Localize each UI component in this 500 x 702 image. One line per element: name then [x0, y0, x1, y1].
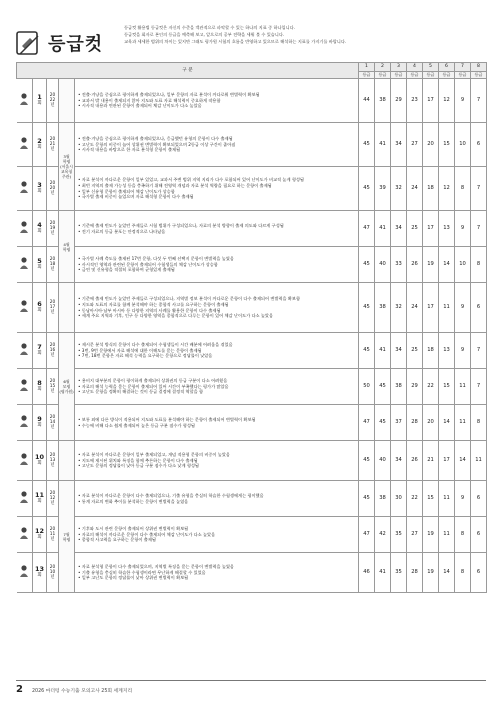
grade-col-head: 4	[407, 63, 423, 72]
page-header	[14, 24, 486, 64]
grade-cut-score: 9	[455, 481, 471, 517]
table-head-label: 구 분	[17, 63, 359, 79]
grade-cut-score: 33	[391, 247, 407, 283]
grade-cut-score: 24	[407, 167, 423, 211]
grade-cut-score: 17	[439, 441, 455, 481]
grade-cut-score: 23	[407, 79, 423, 123]
grade-cut-score: 19	[423, 247, 439, 283]
grade-cut-score: 26	[407, 441, 423, 481]
table-row	[17, 553, 487, 593]
round-number: 9 회	[33, 405, 47, 441]
round-number: 8 회	[33, 369, 47, 405]
round-icon	[17, 167, 33, 211]
grade-cut-score: 12	[439, 167, 455, 211]
grade-cut-score: 42	[375, 517, 391, 553]
analysis-line: • 보통 외에 다른 방식이 적용되어 지도와 도표를 분석해야 하는 문항이 출제되어 변별력이 확보됨	[78, 416, 256, 422]
grade-cut-score: 6	[471, 283, 487, 333]
grade-col-head: 2	[375, 63, 391, 72]
analysis-line: • 전기 자료의 등급 분포는 안정적으로 나타났음	[78, 228, 166, 234]
grade-cut-score: 26	[407, 247, 423, 283]
analysis-line: • 자료 분석형 문항이 다수 출제되었으며, 지역별 특징을 묻는 문항이 변별력을 높였음	[78, 563, 234, 569]
table-row	[17, 441, 487, 481]
grade-cut-score: 47	[359, 517, 375, 553]
grade-cut-score: 45	[359, 441, 375, 481]
grade-cut-score: 11	[471, 441, 487, 481]
grade-cut-score: 15	[439, 369, 455, 405]
grade-cut-score: 25	[407, 333, 423, 369]
grade-cut-score: 45	[359, 247, 375, 283]
grade-cut-score: 14	[455, 441, 471, 481]
round-number: 13 회	[33, 553, 47, 593]
grade-cut-score: 6	[471, 517, 487, 553]
grade-cut-score: 40	[375, 247, 391, 283]
analysis-line: • 교과서 밖 내용이 출제되지 않아 지도와 도표 자료 해석력이 중요하게 작용함	[78, 97, 221, 103]
analysis-line: • 지도와 도표의 자료를 함께 분석해야 하는 종합적 사고를 요구하는 문항이 출제됨	[78, 301, 229, 307]
exam-analysis	[75, 211, 359, 247]
grade-cut-score: 7	[471, 369, 487, 405]
grade-cut-score: 9	[455, 283, 471, 333]
grade-cut-score: 38	[375, 79, 391, 123]
grade-cut-score: 38	[375, 481, 391, 517]
grade-cut-score: 34	[391, 441, 407, 481]
grade-sub: 등급	[359, 72, 375, 79]
analysis-line: • 용비지 대부분의 문항이 평이하게 출제되어 상위권의 등급 구분이 다소 어려웠음	[78, 377, 228, 383]
analysis-line: • 기준에 출제 빈도가 높았던 주제들로 시험 범위가 구성되었으나, 자료의 분석 방향이 출제 의도와 다르게 구성됨	[78, 222, 284, 228]
grade-cut-score: 7	[471, 79, 487, 123]
round-icon	[17, 441, 33, 481]
analysis-line: • 자료 분석이 까다로운 문항이 일부 출제되었고, 개념 적용형 문항의 비중이 높았음	[78, 451, 230, 457]
analysis-line: • 동남아시아·남부 아시아 등 다양한 지역의 사례를 활용한 문항이 다수 출제됨	[78, 307, 221, 313]
grade-cut-score: 50	[359, 369, 375, 405]
grade-cut-table-wrap	[16, 62, 486, 593]
grade-cut-score: 17	[423, 79, 439, 123]
grade-cut-score: 32	[391, 283, 407, 333]
grade-col-head: 3	[391, 63, 407, 72]
brand-title: 등급컷	[48, 34, 104, 55]
round-number: 6 회	[33, 283, 47, 333]
exam-year: 20 20 년	[47, 167, 59, 211]
analysis-line: • 3번, 9번 문항에서 자료 해석에 대한 이해도를 묻는 문항이 출제됨	[78, 347, 202, 353]
grade-sub: 등급	[471, 72, 487, 79]
table-row	[17, 517, 487, 553]
analysis-line: • 종합적 사고력을 요구하는 문항이 출제됨	[78, 537, 156, 543]
grade-cut-score: 22	[407, 481, 423, 517]
grade-cut-score: 18	[423, 167, 439, 211]
grade-col-head: 5	[423, 63, 439, 72]
grade-cut-score: 29	[407, 369, 423, 405]
exam-analysis	[75, 167, 359, 211]
grade-cut-score: 46	[359, 553, 375, 593]
analysis-line: • 국가별 출제 비중이 늘었으며 자료 해석형 문항이 다수 출제됨	[78, 194, 194, 200]
round-number: 11 회	[33, 481, 47, 517]
grade-cut-score: 9	[455, 333, 471, 369]
grade-cut-score: 41	[375, 553, 391, 593]
grade-cut-score: 22	[423, 369, 439, 405]
round-number: 7 회	[33, 333, 47, 369]
analysis-line: • 일부 고난도 문항의 정답률이 낮아 상위권 변별력이 확보됨	[78, 575, 189, 581]
grade-sub: 등급	[455, 72, 471, 79]
exam-analysis	[75, 553, 359, 593]
round-icon	[17, 283, 33, 333]
desc-line: 교육과 세세한 범위의 차이는 있지만 그래도 평가원 시험의 흐름을 반영하고 있으므로 해석하는 지표를 가지기를 바랍니다.	[124, 39, 347, 44]
exam-year: 20 14 년	[47, 405, 59, 441]
table-row	[17, 211, 487, 247]
grade-cut-score: 21	[423, 441, 439, 481]
grade-cut-score: 11	[439, 517, 455, 553]
grade-cut-score: 13	[439, 333, 455, 369]
grade-cut-score: 28	[407, 553, 423, 593]
exam-analysis	[75, 517, 359, 553]
grade-cut-score: 39	[375, 167, 391, 211]
desc-line: 등급컷을 회자로 본인의 등급을 예측해 보고, 앞으로의 공부 전략을 세워 볼 수 있습니다.	[124, 32, 285, 37]
grade-cut-score: 7	[471, 167, 487, 211]
grade-cut-score: 12	[439, 79, 455, 123]
exam-analysis	[75, 333, 359, 369]
analysis-line: • 수능에 비해 다소 쉽게 출제되어 높은 등급 구분 점수가 형성됨	[78, 422, 195, 428]
exam-year: 20 13 년	[47, 441, 59, 481]
analysis-line: • 지도에 제시된 위치와 특징을 함께 추론하는 문항이 다수 출제됨	[78, 457, 198, 463]
grade-cut-score: 8	[471, 405, 487, 441]
table-body	[17, 79, 487, 593]
analysis-line: • 금연 및 신유형을 적절히 포함하여 균형있게 출제됨	[78, 267, 175, 273]
grade-cut-score: 45	[359, 481, 375, 517]
analysis-line: • 자료 분석이 까다로운 문항이 다수 출제되었으나, 기출 유형을 충실히 학습한 수험생에게는 평이했음	[78, 492, 264, 498]
grade-cut-score: 27	[407, 123, 423, 167]
grade-cut-score: 37	[391, 405, 407, 441]
grade-cut-score: 7	[471, 333, 487, 369]
grade-sub: 등급	[391, 72, 407, 79]
grade-cut-score: 34	[391, 333, 407, 369]
table-row	[17, 333, 487, 369]
grade-cut-score: 11	[455, 405, 471, 441]
analysis-line: • 기준에 출제 빈도가 높았던 주제들로 구성되었으나, 지역별 정보 분석이 까다로운 문항이 다수 출제되어 변별력을 확보함	[78, 296, 300, 302]
analysis-line: • 시사적 내용을 바탕으로 한 자료 분석형 문항이 출제됨	[78, 147, 181, 153]
table-row	[17, 123, 487, 167]
footer-title: 2026 마더텅 수능기출 모의고사 25회 세계지리	[32, 689, 133, 694]
exam-type-group: 4월 학평	[59, 211, 75, 283]
page-footer	[16, 680, 486, 694]
exam-year: 20 15 년	[47, 369, 59, 405]
round-number: 4 회	[33, 211, 47, 247]
analysis-line: • 7번, 18번 문항은 자료 해석 능력을 요구하는 문항으로 정답률이 낮았음	[78, 353, 213, 359]
table-row	[17, 247, 487, 283]
exam-analysis	[75, 441, 359, 481]
analysis-line: • 제시문 분석 방식의 문항이 다수 출제되어 수험생들이 시간 배분에 어려움을 겪었음	[78, 341, 233, 347]
grade-cut-score: 41	[375, 123, 391, 167]
grade-cut-score: 24	[407, 283, 423, 333]
grade-cut-score: 6	[471, 553, 487, 593]
grade-sub: 등급	[407, 72, 423, 79]
exam-year: 20 12 년	[47, 481, 59, 517]
exam-type-group: 6월 모평 (평가원)	[59, 333, 75, 441]
grade-cut-score: 44	[359, 79, 375, 123]
grade-cut-score: 8	[455, 167, 471, 211]
grade-cut-score: 9	[455, 79, 471, 123]
round-icon	[17, 123, 33, 167]
grade-cut-score: 41	[375, 333, 391, 369]
round-icon	[17, 211, 33, 247]
grade-cut-score: 45	[359, 283, 375, 333]
analysis-line: • 일부 신유형 문항이 출제되어 체감 난이도가 상승함	[78, 188, 175, 194]
grade-cut-score: 45	[359, 167, 375, 211]
round-icon	[17, 517, 33, 553]
page-number: 2	[16, 684, 23, 695]
grade-cut-score: 34	[391, 123, 407, 167]
round-number: 5 회	[33, 247, 47, 283]
analysis-line: • 시사적 내용과 연관된 문항이 출제되어 체감 난이도가 다소 높았음	[78, 103, 202, 109]
grade-cut-score: 47	[359, 405, 375, 441]
grade-cut-score: 40	[375, 441, 391, 481]
exam-year: 20 11 년	[47, 517, 59, 553]
grade-cut-score: 38	[375, 283, 391, 333]
exam-type-group: 7월 학평	[59, 481, 75, 593]
grade-col-head: 1	[359, 63, 375, 72]
grade-cut-score: 9	[455, 211, 471, 247]
grade-cut-score: 11	[455, 369, 471, 405]
exam-year: 20 10 년	[47, 553, 59, 593]
desc-line: 등급컷 활용법 등급컷은 자신의 수준을 객관적으로 파악할 수 있는 하나의 지표 중 하나입니다.	[124, 25, 296, 30]
round-number: 12 회	[33, 517, 47, 553]
exam-type-empty	[59, 79, 75, 123]
exam-analysis	[75, 405, 359, 441]
exam-analysis	[75, 369, 359, 405]
round-number: 3 회	[33, 167, 47, 211]
header-description	[124, 24, 484, 45]
grade-cut-score: 45	[359, 123, 375, 167]
grade-cut-score: 28	[407, 405, 423, 441]
grade-sub: 등급	[439, 72, 455, 79]
analysis-line: • 고난도 문항의 비중이 늘어 상위권 변별력이 확보되었으며 2등급 이상 구간이 좁아짐	[78, 141, 236, 147]
grade-cut-score: 47	[359, 211, 375, 247]
grade-cut-score: 14	[439, 247, 455, 283]
grade-cut-score: 19	[423, 517, 439, 553]
grade-cut-score: 8	[455, 517, 471, 553]
grade-cut-score: 38	[391, 369, 407, 405]
round-icon	[17, 405, 33, 441]
exam-analysis	[75, 481, 359, 517]
grade-cut-score: 13	[439, 211, 455, 247]
analysis-line: • 고난도 문항을 정확히 해결하는 것이 등급 결정에 결정적 역할을 함	[78, 389, 204, 395]
exam-analysis	[75, 247, 359, 283]
grade-cut-score: 6	[471, 123, 487, 167]
round-icon	[17, 79, 33, 123]
exam-analysis	[75, 123, 359, 167]
round-icon	[17, 553, 33, 593]
analysis-line: • 전출·겨냥을 중심으로 평이하게 출제되었으나, 일부 문항의 자료 분석이 까다로워 변별력이 확보됨	[78, 91, 260, 97]
round-icon	[17, 247, 33, 283]
grade-cut-score: 45	[359, 333, 375, 369]
table-row	[17, 167, 487, 211]
pencil-scale-icon	[14, 28, 44, 58]
exam-year: 20 21 년	[47, 123, 59, 167]
exam-year: 20 19 년	[47, 211, 59, 247]
grade-cut-score: 10	[455, 247, 471, 283]
grade-cut-score: 35	[391, 517, 407, 553]
grade-cut-score: 30	[391, 481, 407, 517]
analysis-line: • 사시적인 영역과 관련된 문항이 출제되어 수험생들의 체감 난이도가 상승함	[78, 261, 218, 267]
analysis-line: • 자료의 해석이 까다로운 문항이 다수 출제되어 체감 난이도가 다소 높았음	[78, 531, 216, 537]
analysis-line: • 국가별 사례 측도를 출제된 17번 문항, 다섯 두 번째 선택지 문항이 변별력을 높였음	[78, 255, 234, 261]
grade-col-head: 8	[471, 63, 487, 72]
exam-analysis	[75, 79, 359, 123]
grade-cut-score: 6	[471, 481, 487, 517]
grade-cut-score: 25	[407, 211, 423, 247]
grade-cut-score: 19	[423, 553, 439, 593]
exam-year: 20 17 년	[47, 283, 59, 333]
grade-cut-score: 35	[391, 553, 407, 593]
analysis-line: • 기후와 도시 관련 문항이 출제되어 상위권 변별력이 확보됨	[78, 525, 189, 531]
grade-cut-score: 20	[423, 405, 439, 441]
grade-cut-score: 14	[439, 405, 455, 441]
round-icon	[17, 333, 33, 369]
exam-type-empty	[59, 283, 75, 333]
round-number: 10 회	[33, 441, 47, 481]
grade-cut-score: 20	[423, 123, 439, 167]
grade-sub: 등급	[423, 72, 439, 79]
analysis-line: • 기출 유형을 충실히 학습한 수험생이라면 무난하게 해결할 수 있었음	[78, 569, 206, 575]
grade-cut-score: 41	[375, 211, 391, 247]
round-icon	[17, 481, 33, 517]
grade-cut-score: 8	[471, 247, 487, 283]
grade-cut-score: 15	[439, 123, 455, 167]
grade-cut-score: 34	[391, 211, 407, 247]
grade-cut-score: 15	[423, 481, 439, 517]
grade-cut-score: 10	[455, 123, 471, 167]
grade-cut-score: 8	[455, 553, 471, 593]
exam-year: 20 22 년	[47, 79, 59, 123]
table-row	[17, 79, 487, 123]
exam-year: 20 18 년	[47, 247, 59, 283]
grade-cut-score: 7	[471, 211, 487, 247]
grade-cut-score: 17	[423, 211, 439, 247]
table-row	[17, 369, 487, 405]
grade-cut-score: 45	[375, 369, 391, 405]
grade-cut-score: 27	[407, 517, 423, 553]
exam-analysis	[75, 283, 359, 333]
analysis-line: • 통계 자료의 변화 추이를 분석하는 문항이 변별력을 높였음	[78, 498, 189, 504]
analysis-line: • 최빈 지역의 출제 가능성 등을 충족하기 위해 전영역 개념과 자료 분석 역량을 필요로 하는 문항이 출제됨	[78, 182, 272, 188]
analysis-line: • 세계 주요 지역과 기후, 인구 등 다양한 영역을 종합적으로 다루는 문항이 있어 체감 난이도가 다소 높았음	[78, 313, 273, 319]
grade-cut-table	[16, 62, 487, 593]
grade-cut-score: 17	[423, 283, 439, 333]
grade-cut-score: 14	[439, 553, 455, 593]
grade-cut-score: 29	[391, 79, 407, 123]
exam-year: 20 16 년	[47, 333, 59, 369]
exam-type-group: 3월 학평 (서울시 교육청 주관)	[59, 123, 75, 211]
grade-cut-score: 11	[439, 283, 455, 333]
exam-type-empty	[59, 441, 75, 481]
grade-col-head: 6	[439, 63, 455, 72]
analysis-line: • 고난도 문항의 정답률이 낮아 등급 구분 점수가 다소 낮게 형성됨	[78, 463, 199, 469]
grade-cut-score: 32	[391, 167, 407, 211]
table-row	[17, 283, 487, 333]
round-icon	[17, 369, 33, 405]
round-number: 2 회	[33, 123, 47, 167]
analysis-line: • 전출·겨냥을 중심으로 평이하게 출제되었으나, 응급했던 유형의 문항이 다수 출제됨	[78, 135, 233, 141]
table-row	[17, 405, 487, 441]
grade-cut-score: 18	[423, 333, 439, 369]
grade-cut-score: 11	[439, 481, 455, 517]
grade-cut-score: 45	[375, 405, 391, 441]
round-number: 1 회	[33, 79, 47, 123]
grade-sub: 등급	[375, 72, 391, 79]
table-row	[17, 481, 487, 517]
analysis-line: • 자료 분석이 까다로운 문항이 일부 있었고, 교과서 주변 범위 지역 지리가 다수 포함되어 있어 난이도가 비교적 높게 형성됨	[78, 177, 304, 183]
grade-col-head: 7	[455, 63, 471, 72]
analysis-line: • 자료의 해석 능력을 묻는 문항이 출제되어 있어 시간이 부족했다는 평가가 많았음	[78, 383, 229, 389]
